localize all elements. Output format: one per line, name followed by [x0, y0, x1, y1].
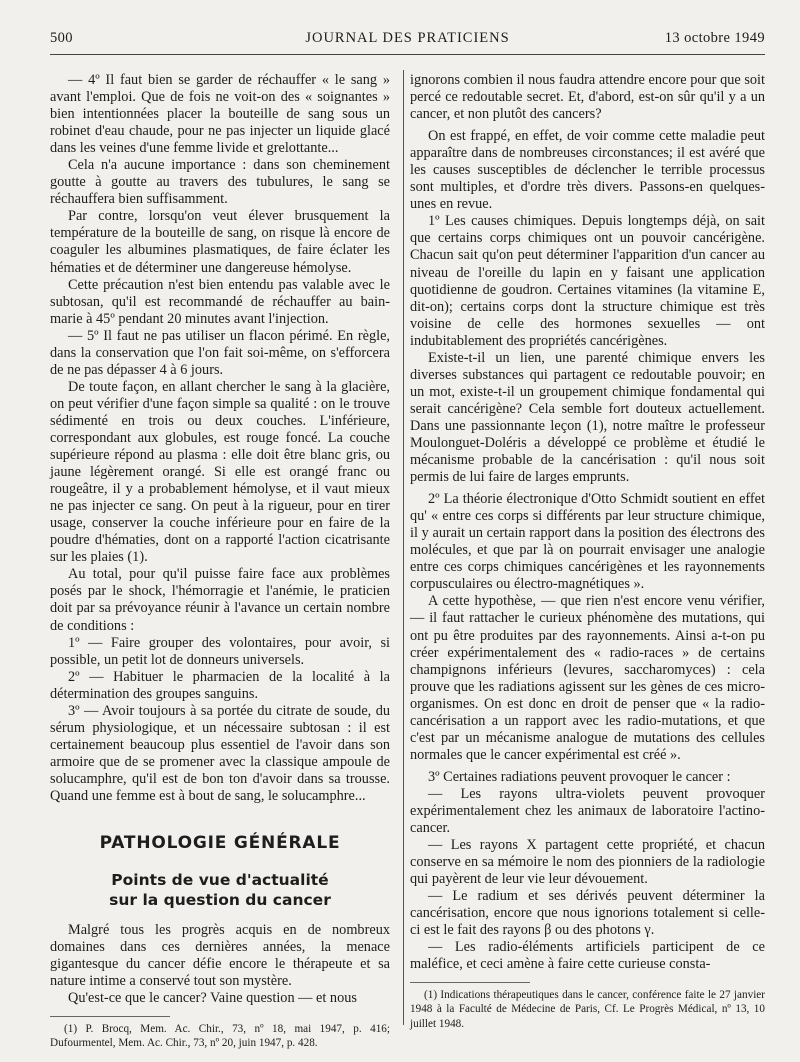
paragraph: — Les rayons X partagent cette propriété, et chacun conserve en sa mémoire le nom des pionniers de la radiologie qui payèrent de leur vie leur dévouement.: [410, 837, 765, 888]
paragraph: Cette précaution n'est bien entendu pas valable avec le subtosan, qu'il est recommandé de réchauffer au bain-marie à 45º pendant 20 minutes avant l'injection.: [50, 276, 390, 327]
paragraph: Qu'est-ce que le cancer? Vaine question — et nous: [68, 990, 357, 1007]
left-column: [50, 72, 390, 1007]
left-footnotes: [50, 1022, 390, 1051]
paragraph: De toute façon, en allant chercher le sang à la glacière, on peut vérifier d'une façon simple sa qualité : on le trouve sédimenté en trois ou deux couches. L'inférieure, correspondant aux globules, est rouge foncé. La couche supérieure répond au plasma : elle doit être blanc gris, ou jaune légèrement orangé. Si elle est orangé franc ou rougeâtre, il y a probablement hémolyse, et il vaut mieux ne pas injecter ce sang. On peut à la rigueur, pour en tirer usage, conserver la couche inférieure pour en faire de la poudre d'hématies, dont on a rapporté l'action cicatrisante sur les plaies (1).: [50, 378, 390, 566]
article-title: [50, 870, 390, 910]
column-divider: [403, 70, 404, 1025]
paragraph: — Les rayons ultra-violets peuvent provoquer expérimentalement chez les animaux de laboratoire l'actino-cancer.: [410, 785, 765, 837]
footnote: (1) P. Brocq, Mem. Ac. Chir., 73, nº 18, mai 1947, p. 416; Dufourmentel, Mem. Ac. Chir., 73, nº 20, juin 1947, p. 428.: [50, 1023, 390, 1050]
article-title-line: Points de vue d'actualité: [111, 871, 329, 890]
paragraph: — 5º Il faut ne pas utiliser un flacon périmé. En règle, dans la conservation que l'on fait soi-même, on s'efforcera de ne pas dépasser 4 à 6 jours.: [50, 327, 390, 378]
paragraph: — Le radium et ses dérivés peuvent déterminer la cancérisation, encore que nous ignorions totalement si celle-ci est le fait des rayons β ou des photons γ.: [410, 888, 765, 939]
paragraph: Par contre, lorsqu'on veut élever brusquement la température de la bouteille de sang, on risque là encore de coaguler les albumines plasmatiques, de faire éclater les hématies et de déterminer une dangereuse hémolyse.: [50, 208, 390, 276]
page-header: [50, 30, 765, 52]
paragraph: Au total, pour qu'il puisse faire face aux problèmes posés par le shock, l'hémorragie et l'anémie, le praticien doit par sa prévoyance réunir à l'avance un certain nombre de conditions :: [50, 566, 390, 634]
paragraph: On est frappé, en effet, de voir comme cette maladie peut apparaître dans de nombreuses circonstances; il est avéré que les causes susceptibles de déclencher le terrible processus sont multiples, et d'ordre très divers. Passons-en quelques-unes en revue.: [410, 128, 765, 213]
journal-title: JOURNAL DES PRATICIENS: [305, 30, 510, 46]
paragraph: Existe-t-il un lien, une parenté chimique envers les diverses substances qui partagent ce redoutable pouvoir; en un mot, existe-t-il un groupement chimique fondamental qui serait cancérigène? Cela semble fort douteux actuellement. Dans une passionnante leçon (1), notre maître le professeur Moulonguet-Doléris a développé ce problème et étudié le mécanisme probable de la cancérisation : qu'il nous soit permis de lui faire de larges emprunts.: [410, 349, 765, 486]
paragraph: Cela n'a aucune importance : dans son cheminement goutte à goutte au travers des tubulures, le sang se réchauffera bien suffisamment.: [50, 157, 390, 208]
right-footnotes: [410, 988, 765, 1031]
footnote-rule: [50, 1016, 170, 1017]
paragraph: — 4º Il faut bien se garder de réchauffer « le sang » avant l'emploi. Que de fois ne voit-on des « soignantes » bien intentionnées placer la bouteille de sang sous un robinet d'eau chaude, pour ne pas injecter un liquide glacé dans les veines d'une femme livide et grelottante...: [50, 72, 390, 157]
page-number: 500: [50, 30, 73, 46]
list-item: 1º — Faire grouper des volontaires, pour avoir, si possible, un petit lot de donneurs universels.: [50, 634, 390, 668]
paragraph: 2º La théorie électronique d'Otto Schmidt soutient en effet qu' « entre ces corps si différents par leur structure chimique, il y aurait un certain rapport dans la position des électrons des molécules, et que par là on pourrait envisager une analogie entre ces corps chimiques cancérigènes et les rayonnements corpusculaires ou électro-magnétiques ».: [410, 491, 765, 593]
footnote: (1) Indications thérapeutiques dans le cancer, conférence faite le 27 janvier 1948 à la Faculté de Médecine de Paris, Cf. Le Progrès Médical, nº 13, 10 juillet 1948.: [410, 989, 765, 1030]
issue-date: 13 octobre 1949: [664, 30, 765, 46]
right-column: [410, 72, 765, 973]
article-title-line: sur la question du cancer: [109, 891, 331, 910]
paragraph: 1º Les causes chimiques. Depuis longtemps déjà, on sait que certains corps chimiques ont un pouvoir cancérigène. Chacun sait qu'on peut déterminer l'apparition d'un cancer au niveau de l'oreille du lapin en y faisant une application quotidienne de goudron. Certaines vitamines (la vitamine E, dit-on); certains corps dont la structure chimique est très voisine de celle des hormones sexuelles — ont indubitablement des propriétés cancérigènes.: [410, 213, 765, 349]
section-title: PATHOLOGIE GÉNÉRALE: [99, 833, 341, 854]
paragraph: 3º Certaines radiations peuvent provoquer le cancer :: [428, 768, 731, 785]
paragraph: A cette hypothèse, — que rien n'est encore venu vérifier, — il faut rattacher le curieux phénomène des mutations, qui ont pu être produites par des rayonnements. Ainsi a-t-on pu créer expérimentalement des « radio-races » de certains champignons inférieurs (levures, saccharomyces) : cela prouve que les radiations agissent sur les gènes de ces micro-organismes. On est donc en droit de penser que « la radio-cancérisation a un rapport avec les radio-mutations, et que c'est par un mécanisme analogue de mutations des cellules normales que le cancer expérimental est créé ».: [410, 593, 765, 763]
footnote-rule: [410, 982, 530, 983]
paragraph: ignorons combien il nous faudra attendre encore pour que soit percé ce redoutable secret. Et, d'abord, est-on sûr qu'il y a un cancer, et non plutôt des cancers?: [410, 72, 765, 123]
header-rule: [50, 54, 765, 55]
list-item: 3º — Avoir toujours à sa portée du citrate de soude, du sérum physiologique, et un nécessaire subtosan : il est certainement beaucoup plus essentiel de l'avoir dans son armoire que de se promener avec la classique ampoule de solucamphre, qu'il est de bon ton d'avoir dans sa trousse. Quand une femme est à bout de sang, le solucamphre...: [50, 702, 390, 804]
paragraph: — Les radio-éléments artificiels participent de ce maléfice, et ceci amène à faire cette curieuse consta-: [410, 939, 765, 973]
paragraph: Malgré tous les progrès acquis en de nombreux domaines dans ces dernières années, la menace gigantesque du cancer défie encore le thérapeute et sa nature intime a conservé tout son mystère.: [50, 922, 390, 990]
list-item: 2º — Habituer le pharmacien de la localité à la détermination des groupes sanguins.: [50, 668, 390, 702]
